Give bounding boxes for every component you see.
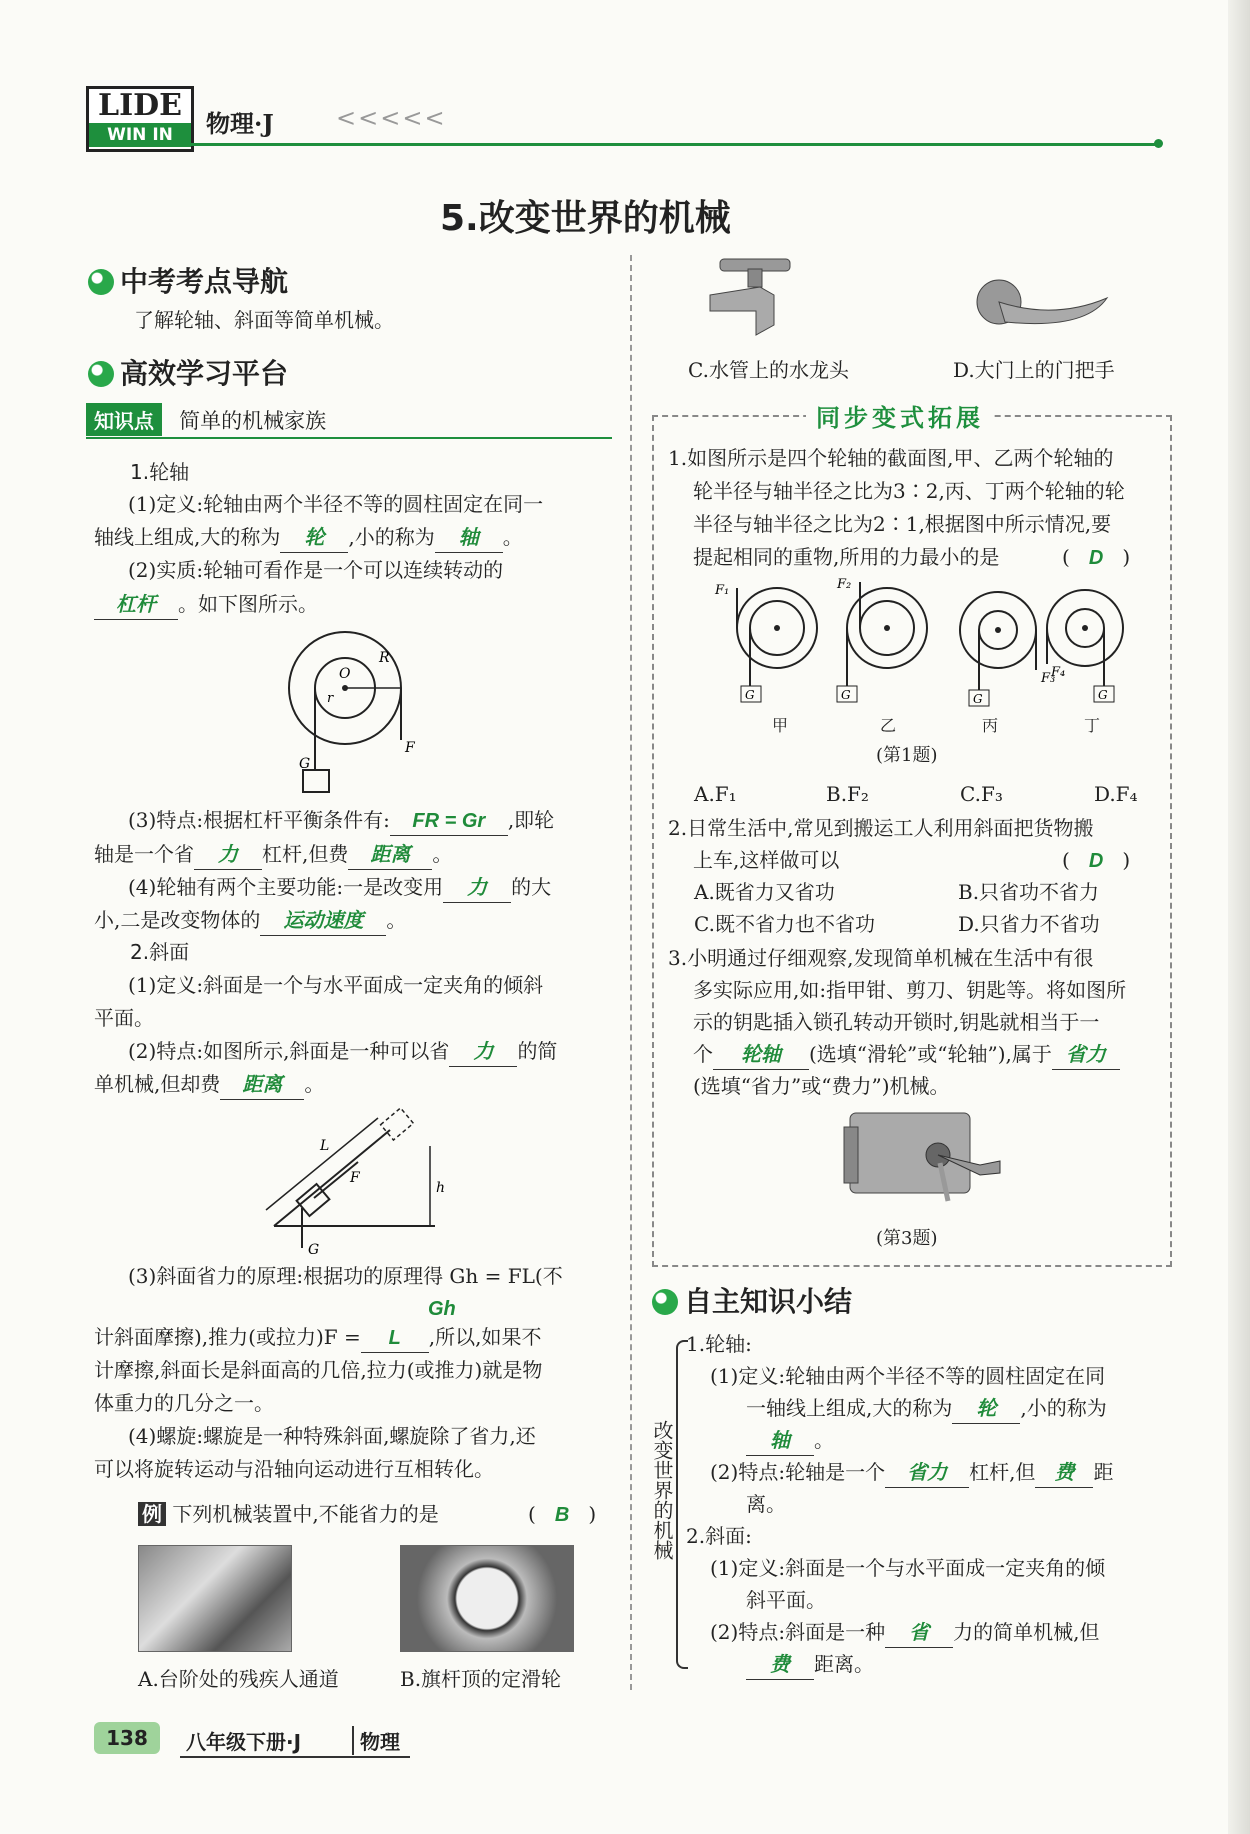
- svg-text:F₁: F₁: [715, 583, 730, 598]
- summary-heading-text: 自主知识小结: [684, 1285, 853, 1318]
- q1-option-a: A.F₁: [694, 782, 737, 806]
- label-G: G: [308, 1242, 320, 1256]
- sum1-p1c: ,小的称为: [1020, 1396, 1107, 1420]
- platform-heading: [88, 352, 288, 392]
- s2-p3d: 计摩擦,斜面长是斜面高的几倍,拉力(或推力)就是物: [94, 1358, 543, 1382]
- example-text: 下列机械装置中,不能省力的是: [172, 1502, 439, 1526]
- sum2-p1a: (1)定义:斜面是一个与水平面成一定夹角的倾: [710, 1556, 1106, 1580]
- kp-tag: 知识点: [86, 403, 162, 436]
- q3d2: (选填“滑轮”或“轮轴”),属于: [809, 1042, 1052, 1066]
- s2-p4a: (4)螺旋:螺旋是一种特殊斜面,螺旋除了省力,还: [128, 1424, 536, 1448]
- q1-label-yi: 乙: [880, 716, 897, 735]
- knowledge-point-bar: [86, 403, 612, 439]
- svg-text:G: G: [1098, 688, 1108, 702]
- incline-diagram: [260, 1098, 460, 1256]
- example-answer: B: [554, 1504, 570, 1526]
- answer-blank: 杠杆: [94, 591, 178, 620]
- answer-blank: 运动速度: [260, 907, 386, 936]
- q3-caption: (第3题): [876, 1228, 938, 1249]
- kp-title: 简单的机械家族: [179, 409, 327, 433]
- length-L: [266, 1118, 378, 1210]
- q1-option-b: B.F₂: [826, 782, 869, 806]
- q1-label-ding: 丁: [1084, 716, 1101, 735]
- axle-yi: [836, 578, 927, 702]
- s2-p2c-line: 单机械,但却费 距离 。: [94, 1070, 324, 1100]
- s1-p2b-line: [94, 590, 318, 620]
- logo: [86, 86, 194, 152]
- answer-blank: 轴: [435, 524, 503, 553]
- option-b: B.旗杆顶的定滑轮: [400, 1667, 562, 1691]
- answer-blank: 力: [449, 1038, 517, 1067]
- s1-p2b: 。如下图所示。: [178, 592, 318, 616]
- s2-p3e: 体重力的几分之一。: [94, 1391, 274, 1415]
- label-O: O: [339, 666, 351, 682]
- answer-blank: 费: [746, 1651, 814, 1680]
- q1-option-c: C.F₃: [960, 782, 1003, 806]
- s1-title: 1.轮轴: [130, 460, 190, 484]
- s1-p1a: (1)定义:轮轴由两个半径不等的圆柱固定在同一: [128, 492, 544, 516]
- faucet-image: [700, 255, 810, 345]
- column-divider: [630, 255, 632, 1690]
- sum2-p2c: 距离。: [814, 1652, 874, 1676]
- s2-p3b-line: [94, 1323, 541, 1353]
- answer-blank: 费: [1035, 1459, 1093, 1488]
- label-G: G: [299, 756, 311, 772]
- s1-p3c-line: 轴是一个省 力 杠杆,但费 距离 。: [94, 840, 452, 870]
- q3b: 多实际应用,如:指甲钳、剪刀、钥匙等。将如图所: [693, 978, 1127, 1002]
- sum1-p1b-line: [746, 1394, 1107, 1424]
- svg-text:G: G: [841, 688, 851, 702]
- axle-jia: [714, 583, 817, 702]
- page-number: 138: [94, 1722, 160, 1754]
- s2-p2a: (2)特点:如图所示,斜面是一种可以省: [128, 1039, 450, 1063]
- footer-rule: [180, 1756, 410, 1758]
- label-F: F: [405, 740, 415, 756]
- s1-p1b-line: 轴线上组成,大的称为 轮 ,小的称为 轴 。: [94, 523, 523, 553]
- s1-p4-line: [128, 873, 551, 903]
- heading-bullet-icon: [652, 1289, 678, 1315]
- s2-p3c: ,所以,如果不: [428, 1325, 542, 1349]
- block-top-dashed: [381, 1108, 414, 1140]
- q1-option-d: D.F₄: [1094, 782, 1138, 806]
- sum1-p2b: 杠杆,但: [969, 1460, 1036, 1484]
- s2-p4b: 可以将旋转运动与沿轴向运动进行互相转化。: [94, 1457, 494, 1481]
- q2-option-b: B.只省功不省力: [958, 880, 1100, 904]
- heading-bullet-icon: [88, 269, 114, 295]
- sum1: 1.轮轴:: [686, 1332, 752, 1356]
- s2-title: 2.斜面: [130, 940, 190, 964]
- sum2-p1b: 斜平面。: [746, 1588, 826, 1612]
- q3a: 3.小明通过仔细观察,发现简单机械在生活中有很: [668, 946, 1094, 970]
- sum1-p1a: (1)定义:轮轴由两个半径不等的圆柱固定在同: [710, 1364, 1106, 1388]
- label-F: F: [350, 1170, 360, 1186]
- incline-surface: [274, 1130, 390, 1226]
- footer-subject: 物理: [352, 1726, 400, 1755]
- answer-blank: 轮: [952, 1395, 1020, 1424]
- label-h: h: [436, 1180, 446, 1196]
- s2-p2b: 的简: [517, 1039, 558, 1063]
- platform-heading-text: 高效学习平台: [120, 357, 289, 390]
- s1-p4c: 小,二是改变物体的: [94, 908, 261, 932]
- q2-option-d: D.只省力不省功: [958, 912, 1100, 936]
- answer-blank: 距离: [348, 841, 432, 870]
- axle-bing: [960, 592, 1055, 706]
- s1-p4a: (4)轮轴有两个主要功能:一是改变用: [128, 875, 444, 899]
- sum1-p2a: (2)特点:轮轴是一个: [710, 1460, 886, 1484]
- page-title: 5.改变世界的机械: [440, 198, 731, 239]
- logo-top: LIDE: [97, 88, 182, 123]
- logo-bottom: WIN IN: [89, 123, 191, 147]
- sum2-p2c-line: [746, 1650, 874, 1680]
- nav-text: 了解轮轴、斜面等简单机械。: [134, 308, 394, 332]
- sum2-p2b: 力的简单机械,但: [953, 1620, 1100, 1644]
- door-handle-image: [975, 270, 1115, 340]
- header-rule: [188, 143, 1158, 146]
- axle-ding: [1047, 590, 1123, 702]
- option-d: D.大门上的门把手: [953, 358, 1115, 382]
- q1-label-jia: 甲: [772, 716, 789, 735]
- s2-p3b: 计斜面摩擦),推力(或拉力)F =: [94, 1325, 361, 1349]
- weight-box: [303, 770, 329, 792]
- svg-text:F₂: F₂: [837, 578, 852, 592]
- answer-blank: 轮: [280, 524, 348, 553]
- answer-blank: FR = Gr: [390, 807, 508, 836]
- option-a: A.台阶处的残疾人通道: [138, 1667, 339, 1691]
- page-edge: [1228, 0, 1250, 1834]
- sum1-ans2-line: 轴 。: [746, 1426, 834, 1456]
- answer-blank: 力: [443, 874, 511, 903]
- wheel-axle-diagram: [285, 620, 425, 800]
- sum1-p2-line: [710, 1458, 1113, 1488]
- q1c: 半径与轴半径之比为2∶1,根据图中所示情况,要: [693, 512, 1112, 536]
- sum2-p2-line: [710, 1618, 1099, 1648]
- q1-caption: (第1题): [876, 745, 938, 766]
- option-c: C.水管上的水龙头: [688, 358, 849, 382]
- example-tag: 例: [138, 1502, 166, 1526]
- q3d1: 个: [693, 1042, 713, 1066]
- answer-blank: 省力: [1052, 1041, 1120, 1070]
- answer-blank: 省力: [885, 1459, 969, 1488]
- q1-answer-bracket: ( D ): [1062, 545, 1131, 569]
- header-rule-dot: [1154, 139, 1163, 148]
- nav-heading-text: 中考考点导航: [120, 265, 289, 298]
- sum2-p2a: (2)特点:斜面是一种: [710, 1620, 886, 1644]
- s1-p3c: 轴是一个省: [94, 842, 194, 866]
- ramp-photo: [138, 1545, 292, 1652]
- s1-p1c: ,小的称为: [348, 525, 435, 549]
- frac-denominator: L: [361, 1324, 429, 1353]
- s2-p3a: (3)斜面省力的原理:根据功的原理得 Gh = FL(不: [128, 1264, 563, 1288]
- s1-p4c-line: 小,二是改变物体的 运动速度 。: [94, 906, 406, 936]
- s2-p2c: 单机械,但却费: [94, 1072, 221, 1096]
- lock-image: [840, 1105, 1010, 1205]
- s2-p1b: 平面。: [94, 1006, 154, 1030]
- s1-p3-line: [128, 806, 554, 836]
- answer-blank: 轴: [746, 1427, 814, 1456]
- answer-blank: 省: [885, 1619, 953, 1648]
- label-L: L: [320, 1138, 330, 1154]
- heading-bullet-icon: [88, 361, 114, 387]
- example-line: [138, 1500, 439, 1528]
- header-subject: 物理·J: [206, 109, 274, 138]
- s2-p2-line: [128, 1037, 557, 1067]
- header-arrows: <<<<<: [336, 104, 447, 132]
- frac-numerator: Gh: [428, 1298, 456, 1320]
- sum1-p2c: 距: [1093, 1460, 1114, 1484]
- q2-option-c: C.既不省力也不省功: [694, 912, 875, 936]
- nav-heading: [88, 260, 288, 300]
- s1-p2a: (2)实质:轮轴可看作是一个可以连续转动的: [128, 558, 504, 582]
- answer-blank: 距离: [220, 1071, 304, 1100]
- q2a: 2.日常生活中,常见到搬运工人利用斜面把货物搬: [668, 816, 1094, 840]
- label-R: R: [379, 650, 390, 666]
- sum2: 2.斜面:: [686, 1524, 752, 1548]
- q1-label-bing: 丙: [982, 716, 999, 735]
- svg-text:G: G: [973, 692, 983, 706]
- q1d: 提起相同的重物,所用的力最小的是: [693, 545, 1000, 569]
- label-r: r: [327, 691, 334, 706]
- s1-p3d: 杠杆,但费: [262, 842, 349, 866]
- s2-p1a: (1)定义:斜面是一个与水平面成一定夹角的倾斜: [128, 973, 544, 997]
- summary-side-label: 改变世界的机械: [650, 1420, 674, 1560]
- q1b: 轮半径与轴半径之比为3∶2,丙、丁两个轮轴的轮: [693, 479, 1125, 503]
- s1-p3b: ,即轮: [507, 808, 555, 832]
- summary-brace: [676, 1340, 688, 1669]
- q2-answer: D: [1088, 850, 1104, 872]
- q2-option-a: A.既省力又省功: [694, 880, 835, 904]
- q2b: 上车,这样做可以: [693, 848, 840, 872]
- q3d-line: [693, 1040, 1120, 1070]
- pulley-photo: [400, 1545, 574, 1652]
- svg-text:F₄: F₄: [1051, 665, 1066, 680]
- q1-answer: D: [1088, 547, 1104, 569]
- answer-blank: 轮轴: [713, 1041, 809, 1070]
- q1a: 1.如图所示是四个轮轴的截面图,甲、乙两个轮轴的: [668, 446, 1114, 470]
- example-answer-bracket: ( B ): [528, 1502, 597, 1526]
- svg-text:G: G: [745, 688, 755, 702]
- answer-blank: 力: [194, 841, 262, 870]
- s1-p1b: 轴线上组成,大的称为: [94, 525, 281, 549]
- sum1-p1b: 一轴线上组成,大的称为: [746, 1396, 953, 1420]
- q3e: (选填“省力”或“费力”)机械。: [693, 1074, 950, 1098]
- footer-book: 八年级下册·J: [186, 1730, 302, 1754]
- sync-title: 同步变式拓展: [806, 398, 994, 433]
- sum1-p2d: 离。: [746, 1492, 786, 1516]
- summary-heading: [652, 1280, 852, 1320]
- svg-text:F₃: F₃: [1041, 671, 1056, 686]
- q2-answer-bracket: ( D ): [1062, 848, 1131, 872]
- q1-diagram: [705, 578, 1125, 708]
- q3c: 示的钥匙插入锁孔转动开锁时,钥匙就相当于一: [693, 1010, 1100, 1034]
- s1-p4b: 的大: [511, 875, 552, 899]
- s1-p3a: (3)特点:根据杠杆平衡条件有:: [128, 808, 390, 832]
